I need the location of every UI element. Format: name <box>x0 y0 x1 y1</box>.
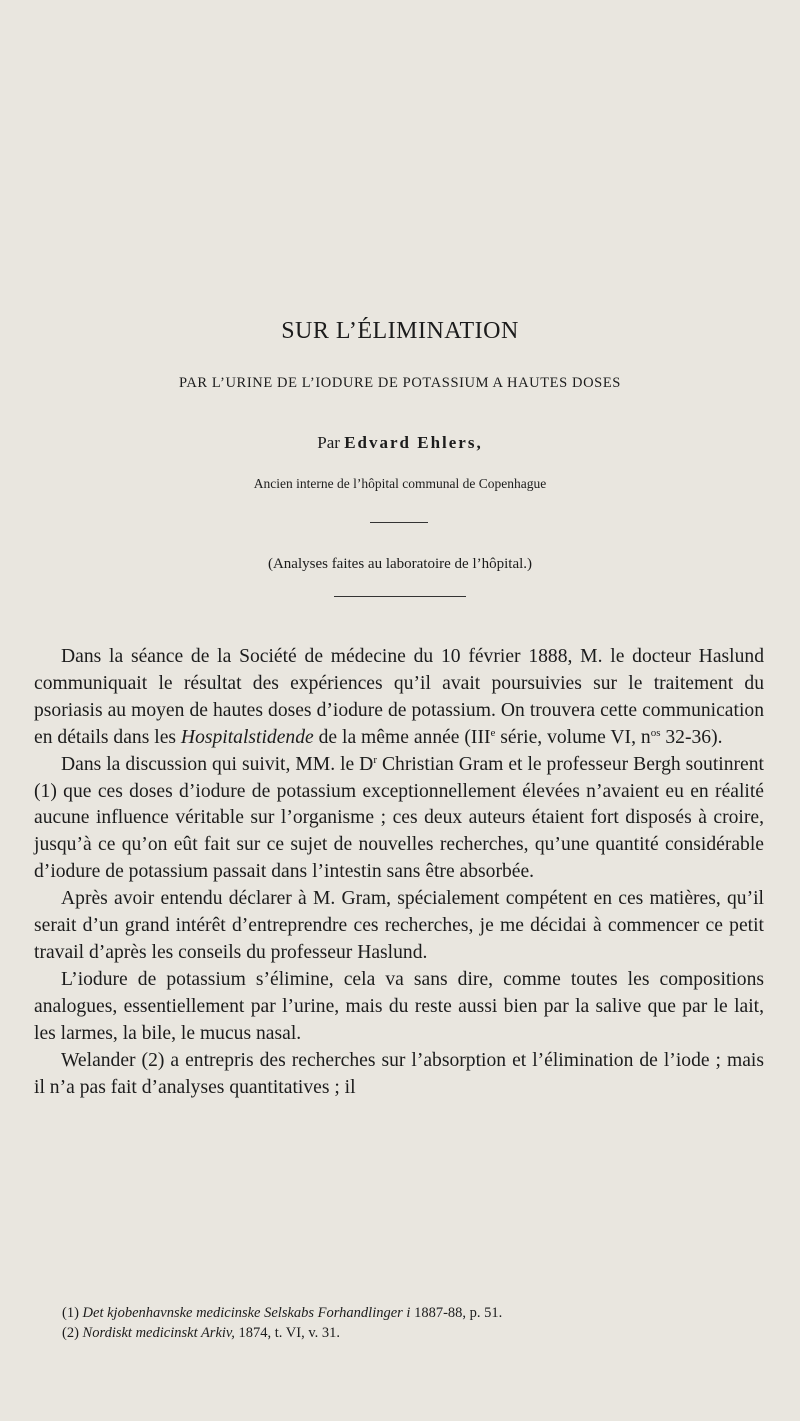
paragraph-2-text-b: Christian Gram et le professeur Bergh soutinrent (1) que ces doses d’iodure de potassium exceptionnellement élevées n’avaient eu en réalité aucune influence véritable sur l’organisme ; ces deux auteurs étaient fort disposés à croire, jusqu’à ce qu’on eût fait sur ce sujet de nouvelles recherches, qu’une quantité considérable d’iodure de potassium passait dans l’intestin sans être absorbée. <box>34 753 764 883</box>
paragraph-2-text-a: Dans la discussion qui suivit, MM. le D <box>61 753 374 775</box>
footnotes <box>62 1303 762 1343</box>
article-subtitle: PAR L’URINE DE L’IODURE DE POTASSIUM A HAUTES DOSES <box>179 375 621 391</box>
footnote-1-ref: 1887-88, p. 51. <box>410 1305 503 1321</box>
superscript-e: e <box>490 726 496 739</box>
byline-prefix: Par <box>317 433 340 452</box>
footnote-1-title: Det kjobenhavnske medicinske Selskabs Forhandlinger i <box>82 1305 411 1321</box>
footnote-2-title: Nordiskt medicinskt Arkiv, <box>82 1325 235 1341</box>
paragraph-5: Welander (2) a entrepris des recherches sur l’absorption et l’élimination de l’iode ; mais il n’a pas fait d’analyses quantitatives ; il <box>34 1049 764 1098</box>
journal-title-hospitalstidende: Hospitalstidende <box>180 726 314 748</box>
article-title: SUR L’ÉLIMINATION <box>281 318 519 344</box>
superscript-os: os <box>650 726 661 739</box>
paragraph-3: Après avoir entendu déclarer à M. Gram, spécialement compétent en ces matières, qu’il serait d’un grand intérêt d’entreprendre ces recherches, je me décidai à commencer ce petit travail d’après les conseils du professeur Haslund. <box>34 888 764 963</box>
author-name: Edvard Ehlers, <box>344 433 483 452</box>
divider-short <box>370 522 428 523</box>
article-body <box>34 644 764 1101</box>
footnote-2-number: (2) <box>62 1325 83 1341</box>
author-affiliation: Ancien interne de l’hôpital communal de Copenhague <box>253 476 547 491</box>
paragraph-4: L’iodure de potassium s’élimine, cela va sans dire, comme toutes les compositions analogues, essentiellement par l’urine, mais du reste aussi bien par la salive que par le lait, les larmes, la bile, le mucus nasal. <box>34 968 764 1044</box>
footnote-2-ref: 1874, t. VI, v. 31. <box>234 1325 341 1341</box>
divider-long <box>334 596 466 597</box>
footnote-1-number: (1) <box>62 1305 83 1321</box>
footnote-1 <box>62 1303 762 1323</box>
paragraph-1-text-a: Dans la séance de la Société de médecine du 10 février 1888, M. le docteur Haslund communiquait le résultat des expériences qu’il avait poursuivies sur le traitement du psoriasis au moyen de hautes doses d’iodure de potassium. On trouvera cette communication en détails dans les <box>34 646 764 748</box>
paragraph-1 <box>34 644 764 752</box>
paragraph-2 <box>34 752 764 887</box>
superscript-r: r <box>373 753 377 766</box>
paragraph-1-text-b: de la même année (III <box>313 726 491 748</box>
byline <box>0 433 800 453</box>
paragraph-1-text-d: 32-36). <box>660 726 723 748</box>
footnote-2 <box>62 1323 762 1343</box>
analyses-note: (Analyses faites au laboratoire de l’hôpital.) <box>267 556 533 572</box>
paragraph-1-text-c: série, volume VI, n <box>495 726 651 748</box>
